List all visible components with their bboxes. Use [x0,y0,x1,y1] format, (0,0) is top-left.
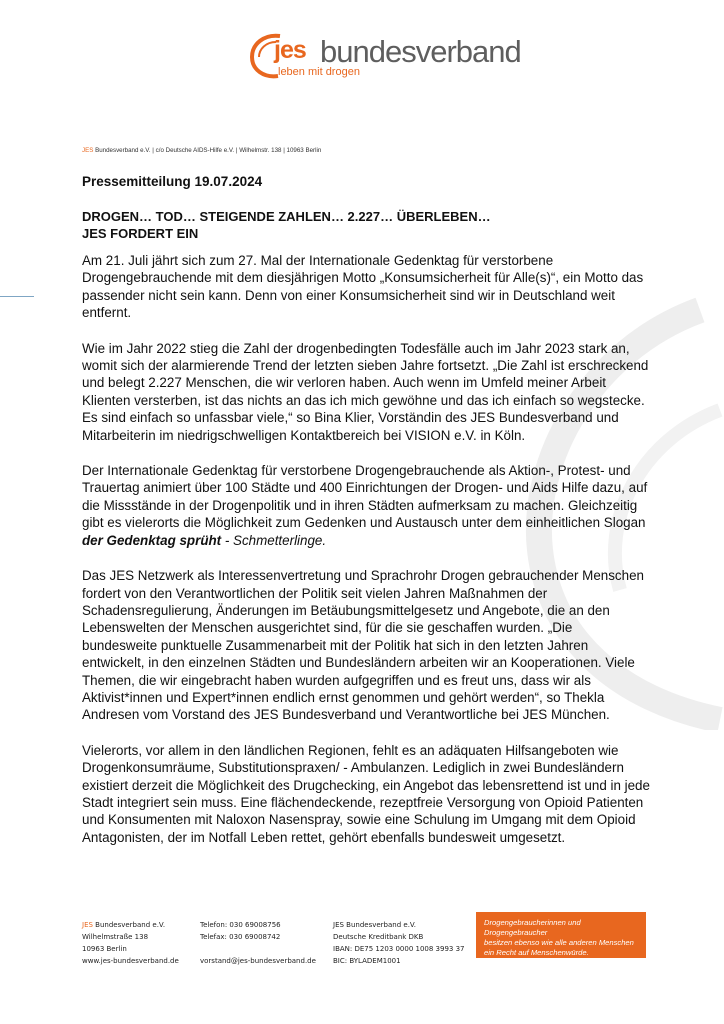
footer-fax: Telefax: 030 69008742 [200,933,281,941]
headline [82,208,582,242]
logo-jes: jes [274,36,306,64]
fold-mark [0,296,34,297]
footer-email[interactable]: vorstand@jes-bundesverband.de [200,957,316,965]
footer-bank-holder: JES Bundesverband e.V. [333,921,417,929]
headline-line-1: DROGEN… TOD… STEIGENDE ZAHLEN… 2.227… ÜBERLEBEN… [82,209,491,224]
paragraph-2: Wie im Jahr 2022 stieg die Zahl der drogenbedingten Todesfälle auch im Jahr 2023 stark an, womit sich der alarmierende Trend der letzten sieben Jahre fortsetzt. „Die Zahl ist erschreckend und belegt 2.227 Menschen, die wir verloren haben. Auch wenn im Umfeld meiner Arbeit Klienten versterben, ist das nichts an das ich mich gewöhne und das ich einfach so wegstecke. Es sind einfach so unfassbar viele,“ so Bina Klier, Vorständin des JES Bundesverband und Mitarbeiterin im niedrigschwelligen Kontaktbereich bei VISION e.V. in Köln. [82,340,649,443]
footer-org-rest: Bundesverband e.V. [92,921,166,929]
footer-slogan-line-1: Drogengebraucherinnen und Drogengebraucher [484,918,581,937]
headline-line-2: JES FORDERT EIN [82,226,199,241]
footer-contact [200,919,316,967]
press-release-title: Pressemitteilung 19.07.2024 [82,174,263,189]
letterhead-address-text: Bundesverband e.V. | c/o Deutsche AIDS-Hilfe e.V. | Wilhelmstr. 138 | 10963 Berlin [93,147,322,154]
footer-address [82,919,179,967]
letterhead-address [82,147,321,154]
footer-bank [333,919,465,967]
footer-street: Wilhelmstraße 138 [82,933,149,941]
logo [246,30,521,82]
footer-org [82,919,179,931]
paragraph-3-start: Der Internationale Gedenktag für verstorbene Drogengebrauchende als Aktion-, Protest- und Trauertag animiert über 100 Städte und 400 Einrichtungen der Drogen- und Aids Hilfe dazu, auf die Missstände in der Drogenpolitik und in ihren Städten aufmerksam zu machen. Gleichzeitig gibt es vielerorts die Möglichkeit zum Gedenken und Austausch unter dem einheitlichen Slogan [82,463,648,531]
logo-tagline: leben mit drogen [278,66,360,78]
logo-name: bundesverband [320,34,521,69]
footer-bank-name: Deutsche Kreditbank DKB [333,933,424,941]
footer-slogan-box [476,912,646,958]
footer-city: 10963 Berlin [82,945,127,953]
footer-iban: IBAN: DE75 1203 0000 1008 3993 37 [333,945,465,953]
paragraph-3-end: - Schmetterlinge. [221,532,327,548]
paragraph-1: Am 21. Juli jährt sich zum 27. Mal der Internationale Gedenktag für verstorbene Drogengebrauchende mit dem diesjährigen Motto „Konsumsicherheit für Alle(s)“, ein Motto das passender nicht sein kann. Denn von einer Konsumsicherheit sind wir in Deutschland weit entfernt. [82,253,644,321]
paragraph-4: Das JES Netzwerk als Interessenvertretung und Sprachrohr Drogen gebrauchender Menschen fordert von den Verantwortlichen der Politik seit vielen Jahren Maßnahmen der Schadensregulierung, Änderungen im Betäubungsmittelgesetz und Angebote, die an den Lebenswelten der Menschen ausgerichtet sind, für die sie geschaffen wurden. „Die bundesweite punktuelle Zusammenarbeit mit der Politik hat sich in den letzten Jahren entwickelt, in den einzelnen Städten und Bundesländern arbeiten wir an Kooperationen. Viele Themen, die wir eingebracht haben wurden aufgegriffen und es freut uns, dass wir als Aktivist*innen und Expert*innen endlich ernst genommen und gehört werden“, so Thekla Andresen vom Vorstand des JES Bundesverband und Verantwortliche bei JES München. [82,568,644,723]
footer-jes: JES [82,921,93,929]
paragraph-3 [82,462,650,549]
letterhead-org: JES [82,147,94,154]
footer-slogan-line-3: ein Recht auf Menschenwürde. [484,948,589,957]
footer-slogan-line-2: besitzen ebenso wie alle anderen Menschen [484,938,634,947]
body-text [82,252,650,864]
footer-phone: Telefon: 030 69008756 [200,921,281,929]
slogan-emphasis: der Gedenktag sprüht [82,532,222,548]
footer-website[interactable]: www.jes-bundesverband.de [82,957,179,965]
footer-bic: BIC: BYLADEM1001 [333,957,401,965]
paragraph-5: Vielerorts, vor allem in den ländlichen Regionen, fehlt es an adäquaten Hilfsangeboten wie Drogenkonsumräume, Substitutionspraxen/ - Ambulanzen. Lediglich in zwei Bundesländern existiert derzeit die Möglichkeit des Drugchecking, ein Angebot das lebensrettend ist und in jede Stadt integriert sein muss. Eine flächendeckende, rezeptfreie Versorgung von Opioid Patienten und Konsumenten mit Naloxon Nasenspray, sowie eine Schulung im Umgang mit dem Opioid Antagonisten, der im Notfall Leben rettet, gehört ebenfalls bundesweit umgesetzt. [82,742,650,845]
